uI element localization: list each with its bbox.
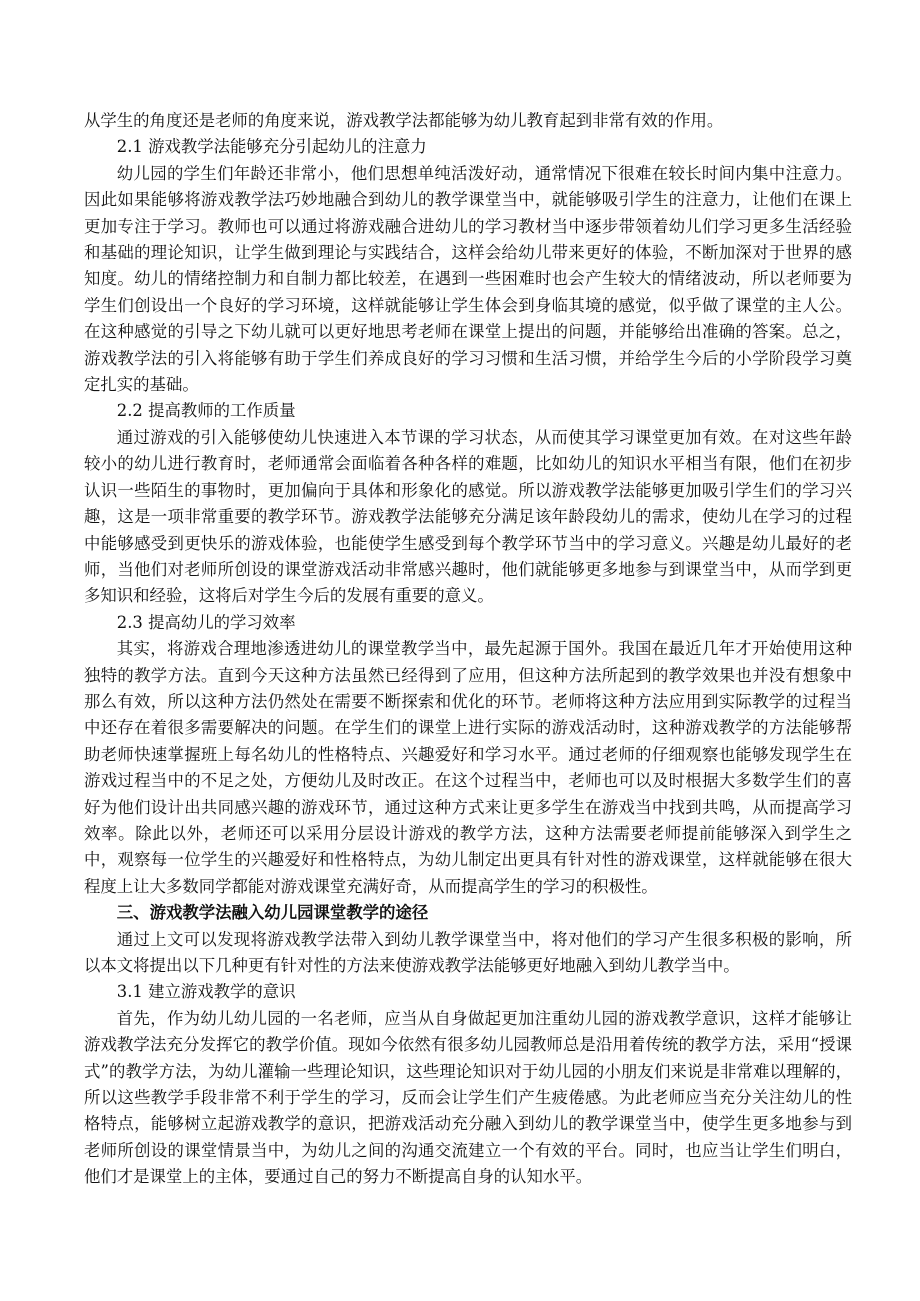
paragraph-2-3: 其实，将游戏合理地渗透进幼儿的课堂教学当中，最先起源于国外。我国在最近几年才开始使用这种独特的教学方法。直到今天这种方法虽然已经得到了应用，但这种方法所起到的教学效果也并没有想象中那么有效，所以这种方法仍然处在需要不断探索和优化的环节。老师将这种方法应用到实际教学的过程当中还存在着很多需要解决的问题。在学生们的课堂上进行实际的游戏活动时，这种游戏教学的方法能够帮助老师快速掌握班上每名幼儿的性格特点、兴趣爱好和学习水平。通过老师的仔细观察也能够发现学生在游戏过程当中的不足之处，方便幼儿及时改正。在这个过程当中，老师也可以及时根据大多数学生们的喜好为他们设计出共同感兴趣的游戏环节，通过这种方式来让更多学生在游戏当中找到共鸣，从而提高学习效率。除此以外，老师还可以采用分层设计游戏的教学方法，这种方法需要老师提前能够深入到学生之中，观察每一位学生的兴趣爱好和性格特点，为幼儿制定出更具有针对性的游戏课堂，这样就能够在很大程度上让大多数同学都能对游戏课堂充满好奇，从而提高学生的学习的积极性。 — [84, 639, 852, 896]
paragraph-continuation: 从学生的角度还是老师的角度来说，游戏教学法都能够为幼儿教育起到非常有效的作用。 — [84, 111, 724, 130]
section-heading-2-2: 2.2 提高教师的工作质量 — [116, 401, 296, 421]
document-page — [84, 108, 852, 1191]
section-heading-2-3: 2.3 提高幼儿的学习效率 — [116, 612, 296, 632]
paragraph-2-1: 幼儿园的学生们年龄还非常小，他们思想单纯活泼好动，通常情况下很难在较长时间内集中注意力。因此如果能够将游戏教学法巧妙地融合到幼儿的教学课堂当中，就能够吸引学生的注意力，让他们在课上更加专注于学习。教师也可以通过将游戏融合进幼儿的学习教材当中逐步带领着幼儿们学习更多生活经验和基础的理论知识，让学生做到理论与实践结合，这样会给幼儿带来更好的体验，不断加深对于世界的感知度。幼儿的情绪控制力和自制力都比较差，在遇到一些困难时也会产生较大的情绪波动，所以老师要为学生们创设出一个良好的学习环境，这样就能够让学生体会到身临其境的感觉，似乎做了课堂的主人公。在这种感觉的引导之下幼儿就可以更好地思考老师在课堂上提出的问题，并能够给出准确的答案。总之，游戏教学法的引入将能够有助于学生们养成良好的学习习惯和生活习惯，并给学生今后的小学阶段学习奠定扎实的基础。 — [84, 163, 852, 395]
paragraph-3: 通过上文可以发现将游戏教学法带入到幼儿教学课堂当中，将对他们的学习产生很多积极的影响，所以本文将提出以下几种更有针对性的方法来使游戏教学法能够更好地融入到幼儿教学当中。 — [84, 929, 852, 975]
chapter-heading-3: 三、游戏教学法融入幼儿园课堂教学的途径 — [116, 903, 429, 923]
paragraph-3-1: 首先，作为幼儿幼儿园的一名老师，应当从自身做起更加注重幼儿园的游戏教学意识，这样才能够让游戏教学法充分发挥它的教学价值。现如今依然有很多幼儿园教师总是沿用着传统的教学方法，采用“授课式”的教学方法，为幼儿灌输一些理论知识，这些理论知识对于幼儿园的小朋友们来说是非常难以理解的，所以这些教学手段非常不利于学生的学习，反而会让学生们产生疲倦感。为此老师应当充分关注幼儿的性格特点，能够树立起游戏教学的意识，把游戏活动充分融入到幼儿的教学课堂当中，使学生更多地参与到老师所创设的课堂情景当中，为幼儿之间的沟通交流建立一个有效的平台。同时，也应当让学生们明白，他们才是课堂上的主体，要通过自己的努力不断提高自身的认知水平。 — [84, 1008, 852, 1187]
section-heading-2-1: 2.1 游戏教学法能够充分引起幼儿的注意力 — [116, 137, 427, 157]
paragraph-2-2: 通过游戏的引入能够使幼儿快速进入本节课的学习状态，从而使其学习课堂更加有效。在对这些年龄较小的幼儿进行教育时，老师通常会面临着各种各样的难题，比如幼儿的知识水平相当有限，他们在初步认识一些陌生的事物时，更加偏向于具体和形象化的感觉。所以游戏教学法能够更加吸引学生们的学习兴趣，这是一项非常重要的教学环节。游戏教学法能够充分满足该年龄段幼儿的需求，使幼儿在学习的过程中能够感受到更快乐的游戏体验，也能使学生感受到每个教学环节当中的学习意义。兴趣是幼儿最好的老师，当他们对老师所创设的课堂游戏活动非常感兴趣时，他们就能够更多地参与到课堂当中，从而学到更多知识和经验，这将后对学生今后的发展有重要的意义。 — [84, 427, 852, 606]
section-heading-3-1: 3.1 建立游戏教学的意识 — [116, 982, 296, 1002]
